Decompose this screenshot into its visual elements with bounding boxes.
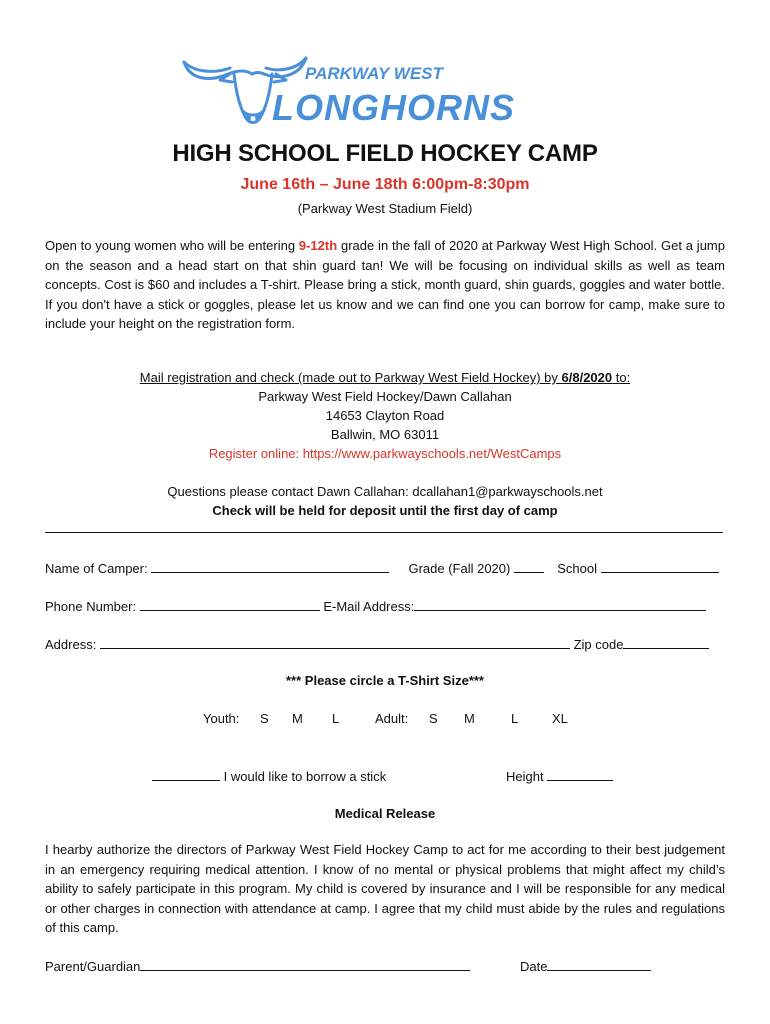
- borrow-field[interactable]: [152, 766, 220, 781]
- date-row: [520, 956, 651, 976]
- youth-label: Youth:: [203, 711, 240, 726]
- medical-heading: Medical Release: [334, 806, 436, 821]
- parent-signature-field[interactable]: [140, 956, 470, 971]
- phone-label: Phone Number:: [45, 599, 137, 614]
- adult-label: Adult:: [375, 711, 409, 726]
- zip-label: Zip code: [573, 637, 624, 652]
- email-label: E-Mail Address:: [323, 599, 415, 614]
- adult-size-m[interactable]: M: [464, 711, 475, 726]
- phone-row: [45, 596, 706, 616]
- intro-grade: 9-12th: [298, 238, 338, 253]
- name-field[interactable]: [151, 558, 389, 573]
- check-note: Check will be held for deposit until the first day of camp: [212, 503, 558, 518]
- mail-addressee: Parkway West Field Hockey/Dawn Callahan: [258, 389, 512, 404]
- mail-city: Ballwin, MO 63011: [330, 427, 440, 442]
- youth-size-m[interactable]: M: [292, 711, 303, 726]
- divider: [45, 532, 723, 533]
- mail-street: 14653 Clayton Road: [325, 408, 445, 423]
- mail-instruction-text: Mail registration and check (made out to Parkway West Field Hockey) by: [139, 370, 562, 385]
- date-label: Date: [520, 959, 548, 974]
- borrow-label: I would like to borrow a stick: [223, 769, 387, 784]
- intro-before: Open to young women who will be entering: [45, 238, 299, 253]
- school-logo: [180, 52, 525, 130]
- contact-line: Questions please contact Dawn Callahan: dcallahan1@parkwayschools.net: [167, 484, 603, 499]
- camper-row: [45, 558, 719, 578]
- camp-venue: (Parkway West Stadium Field): [297, 201, 473, 216]
- parent-row: [45, 956, 470, 976]
- youth-size-l[interactable]: L: [332, 711, 340, 726]
- grade-field[interactable]: [514, 558, 544, 573]
- mail-instruction: [0, 368, 770, 387]
- register-online-link[interactable]: Register online: https://www.parkwayschools.net/WestCamps: [208, 446, 562, 461]
- email-field[interactable]: [414, 596, 706, 611]
- address-field[interactable]: [100, 634, 570, 649]
- height-row: [506, 766, 613, 786]
- adult-size-xl[interactable]: XL: [552, 711, 568, 726]
- medical-text: I hearby authorize the directors of Parkway West Field Hockey Camp to act for me according to their best judgement in an emergency requiring medical attention. I know of no mental or physical problems that might affect my child’s ability to safely participate in this program. My child is covered by insurance and I will be responsible for any medical or other charges in connection with attendance at camp. I agree that my child must abide by the rules and regulations of this camp.: [45, 842, 725, 935]
- address-label: Address:: [45, 637, 97, 652]
- logo-line1: PARKWAY WEST: [305, 64, 443, 83]
- date-field[interactable]: [547, 956, 651, 971]
- youth-size-s[interactable]: S: [260, 711, 269, 726]
- tshirt-heading: *** Please circle a T-Shirt Size***: [286, 673, 484, 688]
- address-row: [45, 634, 709, 654]
- logo-line2: LONGHORNS: [272, 87, 515, 128]
- school-field[interactable]: [601, 558, 719, 573]
- height-field[interactable]: [547, 766, 613, 781]
- camp-dates: June 16th – June 18th 6:00pm-8:30pm: [240, 176, 530, 193]
- school-label: School: [557, 561, 597, 576]
- intro-paragraph: [45, 236, 725, 334]
- zip-field[interactable]: [623, 634, 709, 649]
- height-label: Height: [506, 769, 544, 784]
- phone-field[interactable]: [140, 596, 320, 611]
- page-title: HIGH SCHOOL FIELD HOCKEY CAMP: [172, 140, 598, 167]
- mail-suffix: to:: [612, 370, 631, 385]
- intro-after: grade in the fall of 2020 at Parkway West High School. Get a jump on the season and a head start on that shin guard tan! We will be focusing on individual skills as well as team concepts. Cost is $60 and includes a T-shirt. Please bring a stick, month guard, shin guards, goggles and water bottle. If you don't have a stick or goggles, please let us know and we can find one you can borrow for camp, make sure to include your height on the registration form.: [45, 238, 725, 331]
- mail-deadline: 6/8/2020: [561, 370, 613, 385]
- parent-label: Parent/Guardian: [45, 959, 141, 974]
- longhorn-head-icon: [180, 52, 525, 130]
- name-label: Name of Camper:: [45, 561, 148, 576]
- grade-label: Grade (Fall 2020): [408, 561, 511, 576]
- adult-size-l[interactable]: L: [511, 711, 519, 726]
- borrow-row: [152, 766, 386, 786]
- adult-size-s[interactable]: S: [429, 711, 438, 726]
